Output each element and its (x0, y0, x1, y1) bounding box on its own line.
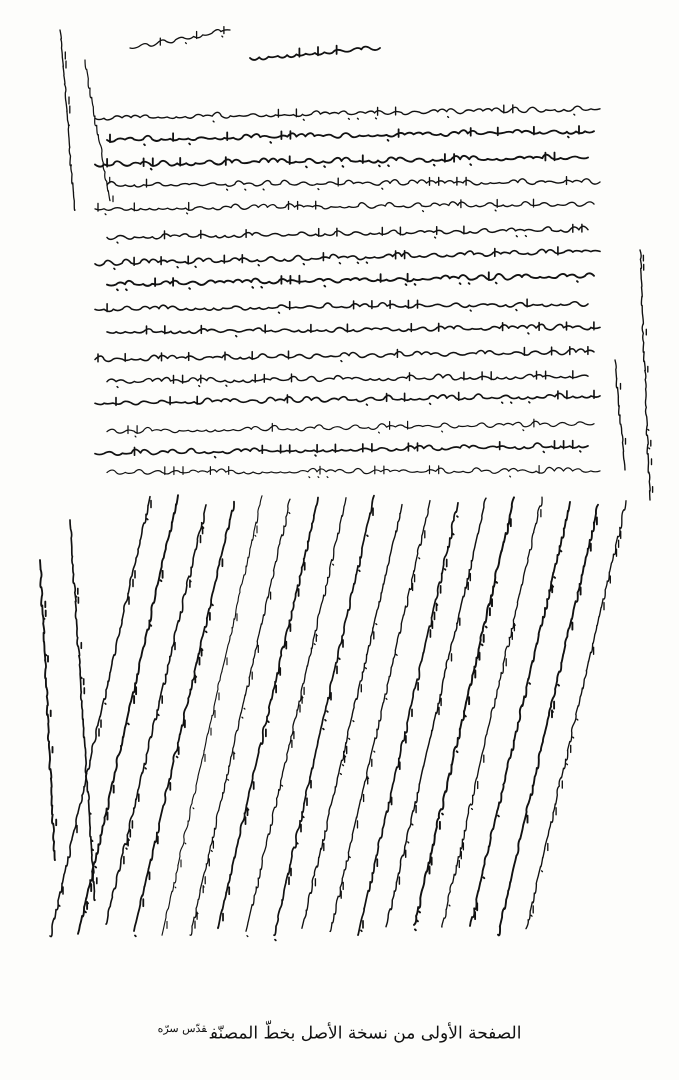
manuscript-line (95, 347, 594, 362)
margin-note-left (60, 30, 75, 210)
manuscript-line (107, 322, 600, 337)
margin-note-left (85, 60, 113, 202)
manuscript-line (95, 441, 588, 458)
manuscript-line (95, 299, 588, 313)
margin-note-right (615, 360, 626, 470)
manuscript-line (95, 247, 600, 269)
margin-note-left-lower (70, 520, 97, 900)
manuscript-line (107, 126, 594, 145)
manuscript-diagonal-line (442, 497, 542, 927)
manuscript-heading-line (250, 46, 380, 60)
manuscript-line (95, 153, 588, 170)
figure-caption (0, 1022, 679, 1044)
manuscript-diagonal-line (386, 498, 486, 927)
manuscript-diagonal-line (134, 502, 234, 937)
manuscript-diagonal-line (190, 499, 290, 935)
manuscript-diagonal-line (274, 496, 374, 941)
manuscript-line (107, 371, 588, 388)
manuscript-line (107, 272, 594, 290)
manuscript-diagonal-line (218, 498, 318, 929)
manuscript-line (107, 419, 594, 437)
caption-honorific: قدّس سرّه (157, 1022, 207, 1035)
manuscript-diagonal-line (414, 497, 514, 930)
manuscript-line (107, 466, 600, 478)
manuscript-diagonal-line (358, 503, 458, 935)
manuscript-line (107, 224, 588, 243)
manuscript-diagonal-line (246, 498, 346, 937)
manuscript-diagonal-line (330, 501, 430, 932)
caption-text: الصفحة الأولى من نسخة الأصل بخطّ المصنّف (209, 1023, 522, 1044)
margin-note-right (640, 250, 653, 500)
manuscript-header-note (130, 27, 230, 49)
manuscript-line (95, 199, 594, 214)
manuscript-line (95, 391, 600, 406)
manuscript-line (95, 105, 600, 122)
margin-note-left-lower (40, 560, 56, 860)
manuscript-diagonal-line (50, 497, 151, 937)
manuscript-line (107, 177, 600, 190)
manuscript-diagonal-line (526, 501, 626, 929)
manuscript-diagonal-line (162, 496, 262, 935)
manuscript-diagonal-line (302, 505, 402, 929)
manuscript-diagonal-line (498, 505, 598, 936)
manuscript-diagonal-line (470, 502, 570, 926)
manuscript-diagonal-line (106, 505, 206, 924)
